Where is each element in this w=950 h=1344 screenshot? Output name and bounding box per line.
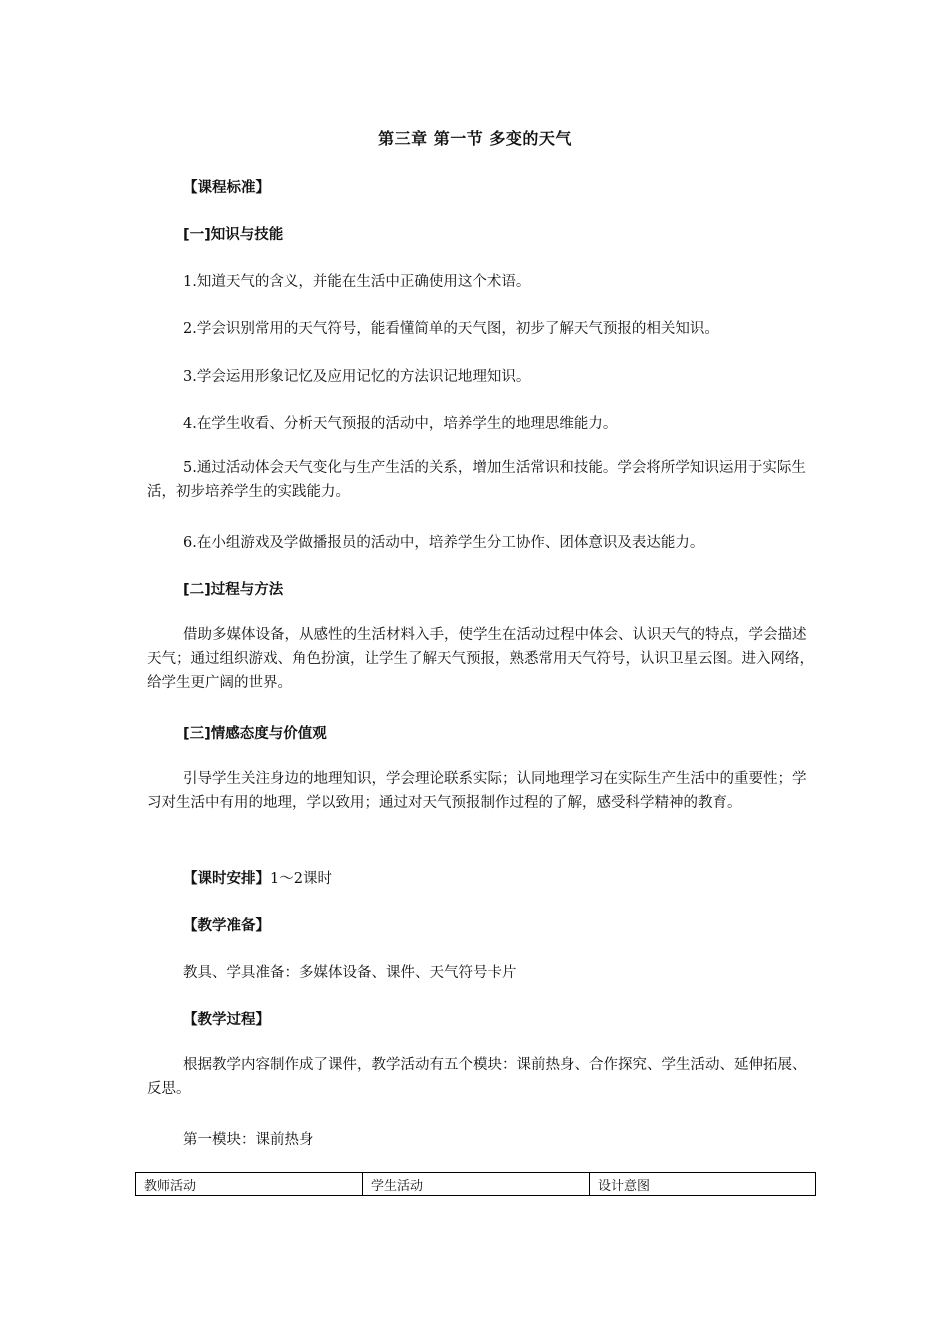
teacher-activity-header: 教师活动	[136, 1173, 363, 1196]
knowledge-item-5: 5.通过活动体会天气变化与生产生活的关系，增加生活常识和技能。学会将所学知识运用于实际生活，初步培养学生的实践能力。	[147, 460, 806, 500]
knowledge-item-4: 4.在学生收看、分析天气预报的活动中，培养学生的地理思维能力。	[183, 416, 618, 432]
schedule-value: 1～2课时	[270, 871, 332, 887]
teaching-process-heading: 【教学过程】	[183, 1012, 270, 1028]
values-heading: [三]情感态度与价值观	[183, 726, 327, 742]
knowledge-item-6: 6.在小组游戏及学做播报员的活动中，培养学生分工协作、团体意识及表达能力。	[183, 535, 705, 551]
preparation-heading: 【教学准备】	[183, 918, 270, 934]
knowledge-skills-heading: [一]知识与技能	[183, 227, 284, 243]
process-method-text: 借助多媒体设备，从感性的生活材料入手，使学生在活动过程中体会、认识天气的特点，学会描述天气；通过组织游戏、角色扮演，让学生了解天气预报，熟悉常用天气符号，认识卫星云图。进入网络，给学生更广阔的世界。	[147, 627, 814, 691]
student-activity-header: 学生活动	[363, 1173, 590, 1196]
schedule-label: 【课时安排】	[183, 871, 270, 887]
knowledge-item-1: 1.知道天气的含义，并能在生活中正确使用这个术语。	[183, 274, 531, 290]
teaching-process-text: 根据教学内容制作成了课件，教学活动有五个模块：课前热身、合作探究、学生活动、延伸拓展、反思。	[147, 1057, 807, 1097]
course-standard-heading: 【课程标准】	[183, 180, 270, 196]
document-title: 第三章 第一节 多变的天气	[378, 129, 572, 148]
module-1-label: 第一模块：课前热身	[183, 1132, 314, 1148]
schedule-line	[183, 867, 332, 888]
process-method-heading: [二]过程与方法	[183, 582, 284, 598]
values-text: 引导学生关注身边的地理知识，学会理论联系实际；认同地理学习在实际生产生活中的重要性；学习对生活中有用的地理，学以致用；通过对天气预报制作过程的了解，感受科学精神的教育。	[147, 771, 807, 811]
activity-table	[135, 1172, 816, 1196]
preparation-text: 教具、学具准备：多媒体设备、课件、天气符号卡片	[183, 965, 517, 981]
knowledge-item-2: 2.学会识别常用的天气符号，能看懂简单的天气图，初步了解天气预报的相关知识。	[183, 321, 719, 337]
knowledge-item-3: 3.学会运用形象记忆及应用记忆的方法识记地理知识。	[183, 369, 531, 385]
table-header-row	[136, 1173, 816, 1196]
design-intent-header: 设计意图	[590, 1173, 816, 1196]
